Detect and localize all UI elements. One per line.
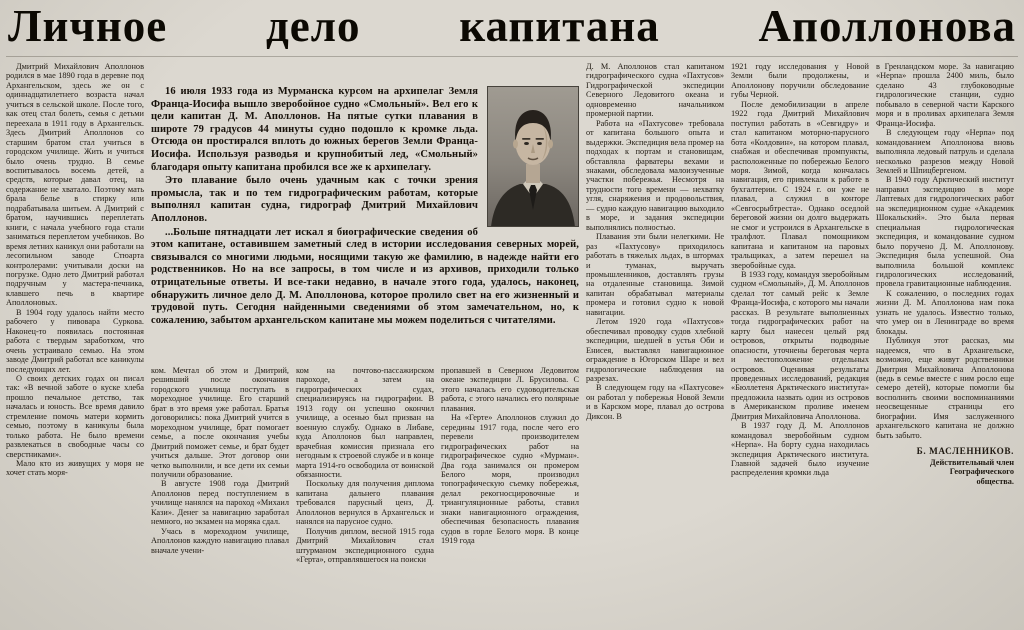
- author-title: Действительный член Географического общества.: [929, 457, 1014, 486]
- lede-block: [151, 86, 579, 362]
- author-name: Б. МАСЛЕННИКОВ.: [916, 446, 1014, 457]
- text-column-3: ком на почтово-пассажирском пароходе, а затем на гидрографических судах, специализируясь на гидрографии. В 1913 году он успешно окончил училище, а осенью был призван на военную службу. Однако в Либаве, куда Аполлонов был направлен, врачебная комиссия признала его негодным к строевой службе и в конце марта 1914-го освободила от воинской обязанности. Поскольку для получения диплома капитана дальнего плавания требовался парусный ценз, Д. Аполлонов вернулся в Архангельск и нанялся на парусное судно. Получив диплом, весной 1915 года Дмитрий Михайлович стал штурманом экспедиционного судна «Герта», отправлявшегося на поиски: [296, 366, 434, 565]
- text-column-5: Д. М. Аполлонов стал капитаном гидрографического судна «Пахтусов» Гидрографической экспедиции Северного Ледовитого океана и одновременно начальником промерной партии. Работа на «Пахтусове» требовала от капитана большого опыта и выдержки. Экспедиция вела промер на подходах к портам и становищам, обставляла фарватеры вехами и знаками, обследовала малоизученные участки побережья. Несмотря на трудности того времени — нехватку угля, снаряжения и продовольствия, — судно каждую навигацию выходило в море, и задания экспедиции выполнялись полностью. Плавания эти были нелегкими. Не раз «Пахтусову» приходилось работать в тяжелых льдах, в штормах и туманах, выручать промышленников, доставлять грузы на отдаленные становища. Зимой капитан обрабатывал материалы промера и готовил судно к новой навигации. Летом 1920 года «Пахтусов» обеспечивал проводку судов хлебной экспедиции, шедшей в устья Оби и Енисея, выставлял навигационное ограждение в Югорском Шаре и вел гидрологические наблюдения на разрезах. В следующем году на «Пахтусове» он работал у побережья Новой Земли и в Карском море, плавал до острова Диксон. В: [586, 62, 724, 421]
- text-column-4: пропавшей в Северном Ледовитом океане экспедиции Л. Брусилова. С этого началась его судоводительская работа, с этого начались его полярные плавания. На «Герте» Аполлонов служил до середины 1917 года, после чего его перевели производителем гидрографических работ на гидрографическое судно «Мурман». Два года занимался он промером Белого моря, производил топографическую съемку побережья, делал рекогносцировочные и триангуляционные работы, ставил знаки навигационного ограждения, обеспечивая безопасность плавания судов в горле Белого моря. В конце 1919 года: [441, 366, 579, 546]
- text-column-1: Дмитрий Михайлович Аполлонов родился в мае 1890 года в деревне под Архангельском, здесь же он с одиннадцатилетнего возраста начал учиться в сельской школе. После того, как отец стал болеть, семья с детьми переехала в 1911 году в Архангельск. Здесь Дмитрий Аполлонов со старшим братом стал учиться в городском училище. Жить и учиться было очень трудно. В семье воспитывалось восемь детей, а средств, которые давал отец, на содержание не хватало. Поэтому мать брала белье в стирку или подрабатывала шитьем. А Дмитрий с братом, научившись переплетать книги, с начала учебного года стали заниматься переплетом учебников. Во время летних каникул они работали на лесопильном заводе Стюарта контролерами: учитывали доски на погрузке. Одно лето Дмитрий работал подручным у мастера-печника, клавшего печь в квартире Аполлоновых. В 1904 году удалось найти место рабочего у пивовара Суркова. Наконец-то появилась постоянная работа с твердым заработком, что очень устраивало семью. На этом заводе Дмитрий работал все каникулы последующих лет. О своих детских годах он писал так: «В вечной заботе о куске хлеба прошло печальное детство, так началась и юность. Все время давило стремление помочь матери кормить семью, поэтому в каникулы была только работа. Не было времени развлекаться в свободные часы со сверстниками». Мало кто из живущих у моря не хочет стать моря-: [6, 62, 144, 478]
- portrait-illustration: [487, 86, 579, 227]
- column-7-text: в Гренландском море. За навигацию «Нерпа» прошла 2400 миль, было сделано 43 глубоководные гидрологические станции, судно побывало в северной части Карского моря и в проливах архипелага Земля Франца-Иосифа. В следующем году «Нерпа» под командованием Аполлонова вновь выполняла ледовый патруль и сделала несколько разрезов между Новой Землей и Шпицбергеном. В 1940 году Арктический институт направил экспедицию в море Лаптевых для гидрологических работ на экспедиционном судне «Академик Шокальский». Это была первая специальная гидрологическая экспедиция, и командование судном было поручено Д. М. Аполлонову. Экспедиция была успешной. Она выполнила большой комплекс гидрологических исследований, провела гравитационные наблюдения. К сожалению, о последних годах жизни Д. М. Аполлонова нам пока узнать не удалось. Известно только, что умер он в Ленинграде во время блокады. Публикуя этот рассказ, мы надеемся, что в Архангельске, возможно, еще живут родственники Дмитрия Михайловича Аполлонова (ведь в семье вместе с ним росло еще семеро детей), которые помогли бы восполнить своими воспоминаниями неосвещенные страницы его биографии. Имя заслуженного архангельского капитана не должно быть забыто.: [876, 62, 1014, 440]
- captain-portrait-photo: [487, 86, 579, 227]
- article-headline: Личное дело капитана Аполлонова: [8, 1, 1016, 51]
- text-column-7: [876, 62, 1014, 627]
- text-column-2: ком. Мечтал об этом и Дмитрий, решивший после окончания городского училища поступать в мореходное училище. Его старший брат в это время уже работал. Братья договорились: пока Дмитрий учится в мореходном училище, брат помогает семье, а после окончания учебы Дмитрий поможет семье, и брат будет учиться дальше. Этот договор они четко выполнили, и все дети их семьи получили образование. В августе 1908 года Дмитрий Аполлонов перед поступлением в училище нанялся на пароход «Михаил Кази». Денег за навигацию заработал немного, но экзамен на моряка сдал. Учась в мореходном училище, Аполлонов каждую навигацию плавал вначале учени-: [151, 366, 289, 555]
- text-column-6: 1921 году исследования у Новой Земли были продолжены, и Аполлонову поручили обследование губы Черной. После демобилизации в апреле 1922 года Дмитрий Михайлович поступил работать в «Севгидру» и стал капитаном моторно-парусного бота «Колдовин», на котором плавал, снабжая и обеспечивая промпункты, расположенные по побережью Белого моря. Зимой, когда кончалась навигация, его привлекали к работе в бухгалтерии. С 1924 г. он уже не плавал, а служил в конторе «Севгосрыбтреста». Однако оседлой береговой жизни он долго выдержать не смог и устроился в Архангельске в тралфлот. Плавал помощником капитана и капитаном на паровых тральщиках, а затем перешел на зверобойные суда. В 1933 году, командуя зверобойным судном «Смольный», Д. М. Аполлонов сделал тот самый рейс к Земле Франца-Иосифа, с которого мы начали рассказ. В результате выполненных тогда гидрографических работ на карту был нанесен целый ряд островов, открыты подводные опасности, уточнены береговая черта и местоположение отдельных островов. Оценивая результаты проведенных исследований, редакция «Бюллетеня Арктического института» предложила назвать один из островов в Американском проливе именем Дмитрия Михайловича Аполлонова. В 1937 году Д. М. Аполлонов командовал зверобойным судном «Нерпа». На борту судна находилась экспедиция Арктического института. Главной задачей было изучение распределения кромки льда: [731, 62, 869, 478]
- lede-text: 16 июля 1933 года из Мурманска курсом на архипелаг Земля Франца-Иосифа вышло зверобойное судно «Смольный». Вел его к цели капитан Д. М. Аполлонов. На пятые сутки плавания в широте 79 градусов 44 минуты судно подошло к кромке льда. Отсюда он простирался вплоть до южных берегов Земли Франца-Иосифа. Используя разводья и крупнобитый лед, «Смольный» благодаря опыту капитана пробился все же к архипелагу. Это плавание было очень удачным как с точки зрения промысла, так и по тем гидрографическим работам, которые выполнял капитан судна, гидрограф Дмитрий Михайлович Аполлонов. ...Больше пятнадцати лет искал я биографические сведения об этом капитане, оставившем заметный след в истории исследования северных морей, связывался со многими людьми, носящими такую же фамилию, в надежде найти его родственников. Но на все запросы, в том числе и из архивов, приходили только отрицательные ответы. И все-таки недавно, в начале этого года, удалось, наконец, обнаружить личное дело Д. М. Аполлонова, которое пролило свет на его жизненный и трудовой путь. Сегодня найденными сведениями об этом замечательном, но, к сожалению, забытом архангельском капитане мы можем поделиться с читателями.: [151, 86, 579, 326]
- headline-rule: [6, 56, 1018, 57]
- author-signature: [876, 447, 1014, 486]
